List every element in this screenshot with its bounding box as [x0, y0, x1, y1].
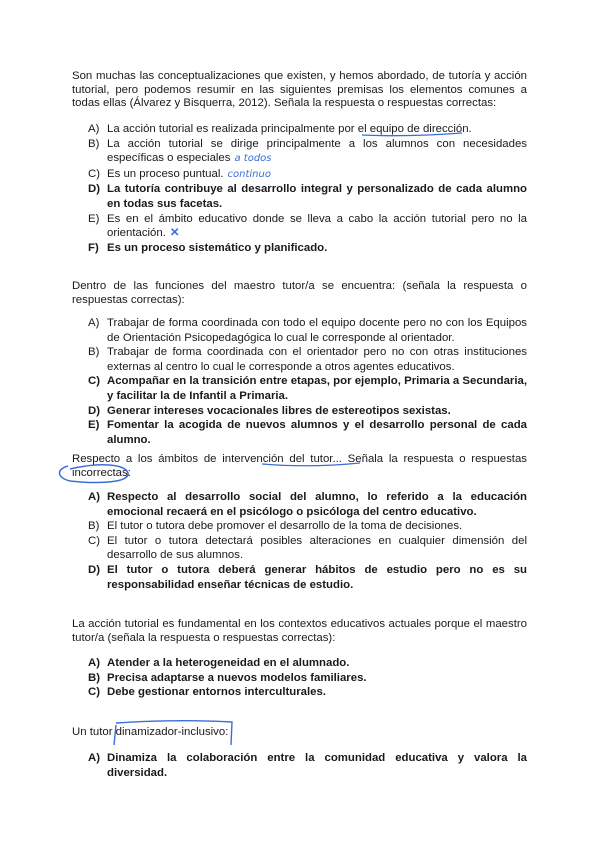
question-3-prompt: Respecto a los ámbitos de intervención del tutor... Señala la respuesta o respuestas incorrectas:: [72, 453, 527, 479]
option-4b: B) Precisa adaptarse a nuevos modelos familiares.: [88, 671, 367, 684]
handwritten-note: continuo: [227, 168, 271, 180]
question-4-options: [88, 656, 527, 700]
question-2-prompt: Dentro de las funciones del maestro tutor/a se encuentra: (señala la respuesta o respuestas correctas):: [72, 280, 527, 306]
question-1-prompt: Son muchas las conceptualizaciones que existen, y hemos abordado, de tutoría y acción tutorial, pero podemos resumir en las siguientes premisas los elementos comunes a todas ellas (Álvarez y Bisquerra, 2012). Señala la respuesta o respuestas correctas:: [72, 70, 527, 110]
option-2c: C) Acompañar en la transición entre etapas, por ejemplo, Primaria a Secundaria, y facilitar la de Infantil a Primaria.: [88, 375, 527, 402]
option-1c: C) Es un proceso puntual. continuo: [88, 167, 271, 180]
option-2a: A) Trabajar de forma coordinada con todo el equipo docente pero no con los Equipos de Orientación Psicopedagógica lo cual le corresponde al orientador.: [88, 317, 527, 344]
question-5-prompt: Un tutor dinamizador-inclusivo:: [72, 726, 229, 738]
cross-mark-icon: ✕: [169, 227, 180, 240]
question-2-options: [88, 316, 527, 447]
handwritten-note: a todos: [234, 153, 272, 165]
option-2d: D) Generar intereses vocacionales libres de estereotipos sexistas.: [88, 404, 451, 417]
option-4c: C) Debe gestionar entornos interculturales.: [88, 686, 327, 699]
option-2b: B) Trabajar de forma coordinada con el orientador pero no con otras instituciones externas al centro lo cual le corresponde a otros agentes educativos.: [88, 346, 527, 373]
option-4a: A) Atender a la heterogeneidad en el alumnado.: [88, 657, 350, 669]
option-3c: C) El tutor o tutora detectará posibles alteraciones en cualquier dimensión del desarrollo de sus alumnos.: [88, 534, 527, 562]
option-5a: A) Dinamiza la colaboración entre la comunidad educativa y valora la diversidad.: [88, 752, 527, 779]
option-1b: B) La acción tutorial se dirige principalmente a los alumnos con necesidades específicas o especiales a todos: [88, 137, 527, 165]
question-3-options: [88, 490, 527, 592]
option-1d: D) La tutoría contribuye al desarrollo integral y personalizado de cada alumno en todas sus facetas.: [88, 183, 527, 210]
question-5-options: [88, 751, 527, 780]
option-3b: B) El tutor o tutora debe promover el desarrollo de la toma de decisiones.: [88, 520, 463, 533]
option-1f: F) Es un proceso sistemático y planificado.: [88, 241, 328, 254]
option-3d: D) El tutor o tutora deberá generar hábitos de estudio pero no es su responsabilidad enseñar técnicas de estudio.: [88, 563, 527, 591]
option-2e: E) Fomentar la acogida de nuevos alumnos y el desarrollo personal de cada alumno.: [88, 419, 527, 446]
option-3a: A) Respecto al desarrollo social del alumno, lo referido a la educación emocional recaerá en el psicólogo o psicóloga del centro educativo.: [88, 491, 527, 518]
question-1-options: [88, 122, 527, 255]
option-1a: A) La acción tutorial es realizada principalmente por el equipo de dirección.: [88, 123, 472, 135]
question-4-prompt: La acción tutorial es fundamental en los contextos educativos actuales porque el maestro tutor/a (señala la respuesta o respuestas correctas):: [72, 618, 527, 644]
option-1e: E) Es en el ámbito educativo donde se lleva a cabo la acción tutorial pero no la orientación. ✕: [88, 212, 527, 240]
